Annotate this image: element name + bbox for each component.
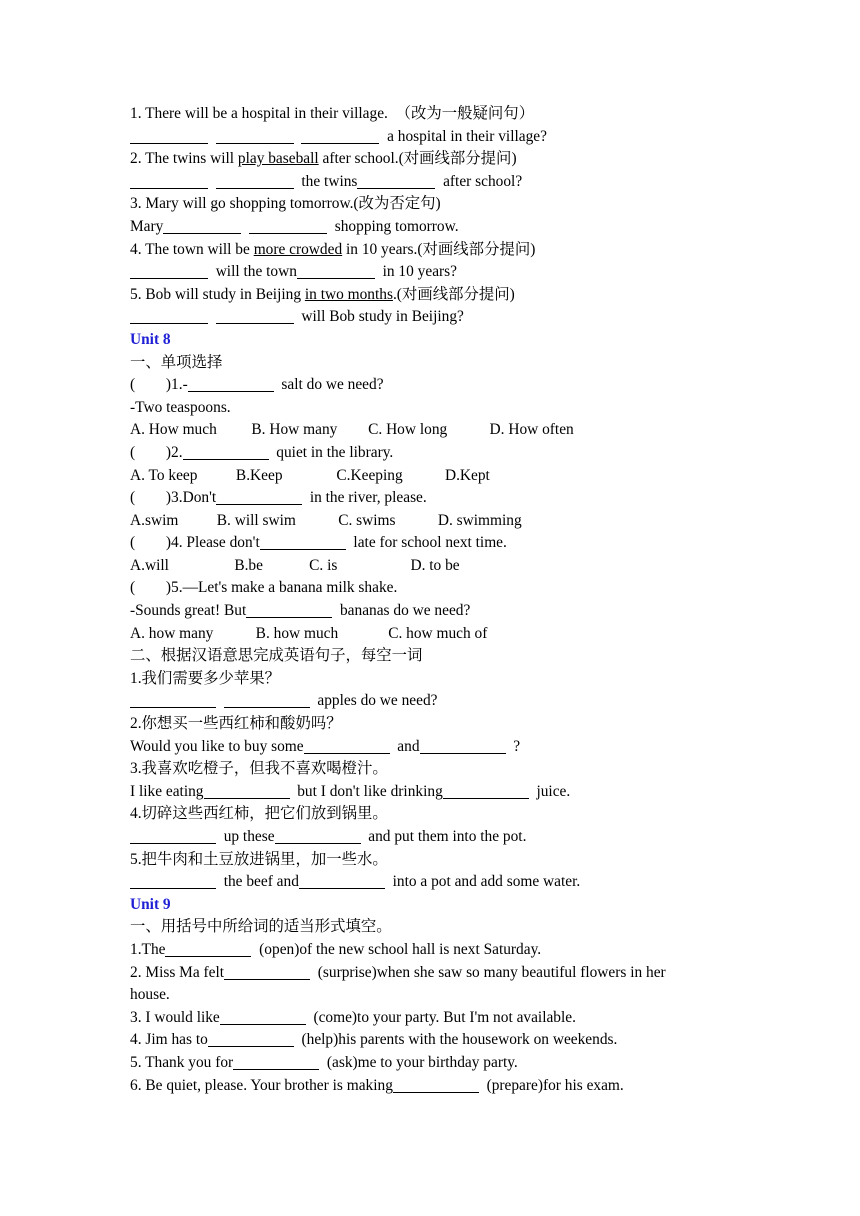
text-line [130, 374, 770, 397]
line-text: 3. Mary will go shopping tomorrow.(改为否定句) [130, 195, 441, 213]
text-line [130, 419, 770, 442]
line-text: up these [216, 828, 275, 845]
answer-blank[interactable] [216, 489, 302, 505]
line-text: the beef and [216, 873, 299, 891]
text-line [130, 1029, 770, 1052]
text-line [130, 261, 770, 284]
line-text: 5. Thank you for [130, 1053, 234, 1071]
text-line [130, 397, 770, 420]
answer-blank[interactable] [188, 376, 274, 392]
line-text: and [389, 737, 420, 755]
line-text: 二、根据汉语意思完成英语句子，每空一词 [130, 647, 423, 665]
line-text: ( )1.- [130, 376, 188, 394]
line-text [216, 692, 224, 709]
line-text [241, 218, 249, 235]
unit-heading: Unit 8 [130, 330, 171, 348]
text-line [130, 148, 770, 171]
line-text: the twins [293, 172, 358, 190]
text-line [130, 306, 770, 329]
line-text: 1. There will be a hospital in their village. （改为一般疑问句） [130, 105, 535, 122]
line-text: A. How much B. How many C. How long D. How often [130, 421, 574, 439]
text-line [130, 216, 770, 239]
text-line [130, 510, 770, 533]
text-line [130, 1052, 770, 1075]
answer-blank[interactable] [249, 218, 327, 234]
answer-blank[interactable] [233, 1054, 319, 1070]
line-text [208, 173, 216, 190]
underlined-phrase: in two months [304, 285, 393, 303]
line-text: a hospital in their village? [379, 127, 547, 145]
answer-blank[interactable] [224, 692, 310, 708]
document-page [130, 103, 770, 1097]
text-line [130, 803, 770, 826]
text-line [130, 1007, 770, 1030]
line-text: after school.(对画线部分提问) [318, 150, 517, 168]
line-text: .(对画线部分提问) [392, 285, 515, 303]
line-text: (surprise)when she saw so many beautiful flowers in her [310, 963, 666, 981]
answer-blank[interactable] [204, 783, 290, 799]
text-line [130, 600, 770, 623]
text-line [130, 126, 770, 149]
line-text: and put them into the pot. [360, 828, 527, 845]
line-text: (help)his parents with the housework on weekends. [293, 1031, 618, 1049]
line-text: shopping tomorrow. [327, 217, 459, 235]
answer-blank[interactable] [443, 783, 529, 799]
line-text: I like eating [130, 782, 204, 800]
answer-blank[interactable] [304, 738, 390, 754]
line-text: bananas do we need? [332, 602, 471, 620]
line-text: into a pot and add some water. [384, 873, 581, 891]
line-text: ( )3.Don't [130, 489, 217, 507]
text-line [130, 668, 770, 691]
line-text: house. [130, 986, 170, 1004]
text-line [130, 849, 770, 872]
text-line [130, 532, 770, 555]
line-text: will the town [208, 263, 297, 281]
line-text: ( )2. [130, 443, 183, 461]
answer-blank[interactable] [224, 964, 310, 980]
line-text: Mary [130, 217, 164, 235]
line-text: apples do we need? [309, 692, 438, 710]
underlined-phrase: play baseball [237, 150, 319, 168]
text-line [130, 916, 770, 939]
line-text: 一、用括号中所给词的适当形式填空。 [130, 918, 392, 936]
line-text: salt do we need? [273, 376, 384, 394]
text-line [130, 284, 770, 307]
text-line [130, 442, 770, 465]
answer-blank[interactable] [130, 308, 208, 324]
text-line [130, 962, 770, 985]
unit-heading: Unit 9 [130, 895, 171, 913]
line-text: ( )5.—Let's make a banana milk shake. [130, 579, 398, 597]
line-text: -Two teaspoons. [130, 398, 231, 416]
text-line [130, 939, 770, 962]
line-text: 5.把牛肉和土豆放进锅里，加一些水。 [130, 850, 388, 868]
text-line [130, 103, 770, 126]
answer-blank[interactable] [216, 128, 294, 144]
text-line [130, 736, 770, 759]
line-text: 3.我喜欢吃橙子，但我不喜欢喝橙汁。 [130, 760, 388, 778]
line-text: but I don't like drinking [289, 782, 443, 800]
line-text: 2. The twins will [130, 150, 238, 168]
answer-blank[interactable] [297, 263, 375, 279]
answer-blank[interactable] [183, 444, 269, 460]
line-text: 5. Bob will study in Beijing [130, 285, 305, 303]
line-text: A.will B.be C. is D. to be [130, 556, 460, 574]
answer-blank[interactable] [130, 263, 208, 279]
line-text: (come)to your party. But I'm not available. [305, 1008, 576, 1026]
text-line [130, 555, 770, 578]
line-text: 一、单项选择 [130, 353, 223, 371]
line-text [208, 308, 216, 325]
line-text: 4. The town will be [130, 240, 254, 258]
line-text: in 10 years? [374, 263, 457, 281]
line-text: ( )4. Please don't [130, 534, 260, 552]
line-text: 4. Jim has to [130, 1031, 208, 1049]
text-line [130, 690, 770, 713]
line-text: A. To keep B.Keep C.Keeping D.Kept [130, 466, 490, 484]
answer-blank[interactable] [165, 941, 251, 957]
answer-blank[interactable] [299, 873, 385, 889]
text-line [130, 465, 770, 488]
text-line [130, 193, 770, 216]
line-text: 3. I would like [130, 1008, 220, 1026]
line-text: -Sounds great! But [130, 602, 247, 620]
text-line [130, 826, 770, 849]
answer-blank[interactable] [216, 173, 294, 189]
text-line [130, 713, 770, 736]
text-line [130, 1075, 770, 1098]
line-text: 6. Be quiet, please. Your brother is making [130, 1076, 393, 1094]
line-text: 4.切碎这些西红柿，把它们放到锅里。 [130, 805, 388, 823]
answer-blank[interactable] [208, 1031, 294, 1047]
line-text: 1.The [130, 940, 166, 958]
line-text: in the river, please. [302, 489, 427, 507]
answer-blank[interactable] [420, 738, 506, 754]
line-text: in 10 years.(对画线部分提问) [342, 240, 536, 258]
answer-blank[interactable] [130, 873, 216, 889]
line-text: juice. [528, 782, 571, 800]
line-text: (open)of the new school hall is next Saturday. [251, 940, 542, 958]
answer-blank[interactable] [130, 173, 208, 189]
answer-blank[interactable] [130, 828, 216, 844]
answer-blank[interactable] [216, 308, 294, 324]
text-line [130, 758, 770, 781]
answer-blank[interactable] [393, 1077, 479, 1093]
answer-blank[interactable] [246, 602, 332, 618]
answer-blank[interactable] [130, 692, 216, 708]
line-text: (ask)me to your birthday party. [319, 1053, 518, 1071]
answer-blank[interactable] [357, 173, 435, 189]
text-line [130, 781, 770, 804]
underlined-phrase: more crowded [253, 240, 343, 258]
answer-blank[interactable] [163, 218, 241, 234]
text-line [130, 239, 770, 262]
text-line [130, 352, 770, 375]
text-line [130, 487, 770, 510]
line-text: 1.我们需要多少苹果？ [130, 669, 281, 687]
answer-blank[interactable] [260, 534, 346, 550]
text-line [130, 984, 770, 1007]
line-text: 2. Miss Ma felt [130, 963, 225, 981]
line-text: Would you like to buy some [130, 737, 304, 755]
line-text: after school? [435, 172, 523, 190]
answer-blank[interactable] [130, 128, 208, 144]
text-line [130, 645, 770, 668]
line-text: A.swim B. will swim C. swims D. swimming [130, 511, 522, 529]
text-line [130, 171, 770, 194]
text-line [130, 623, 770, 646]
text-line [130, 577, 770, 600]
line-text: A. how many B. how much C. how much of [130, 624, 488, 642]
line-text: ? [505, 737, 521, 755]
answer-blank[interactable] [301, 128, 379, 144]
line-text: quiet in the library. [268, 443, 394, 461]
line-text [294, 128, 302, 145]
text-line [130, 871, 770, 894]
line-text: 2.你想买一些西红柿和酸奶吗？ [130, 715, 342, 733]
line-text: will Bob study in Beijing? [293, 308, 464, 326]
answer-blank[interactable] [275, 828, 361, 844]
line-text [208, 128, 216, 145]
line-text: (prepare)for his exam. [478, 1076, 624, 1094]
answer-blank[interactable] [220, 1009, 306, 1025]
line-text: late for school next time. [345, 534, 507, 552]
